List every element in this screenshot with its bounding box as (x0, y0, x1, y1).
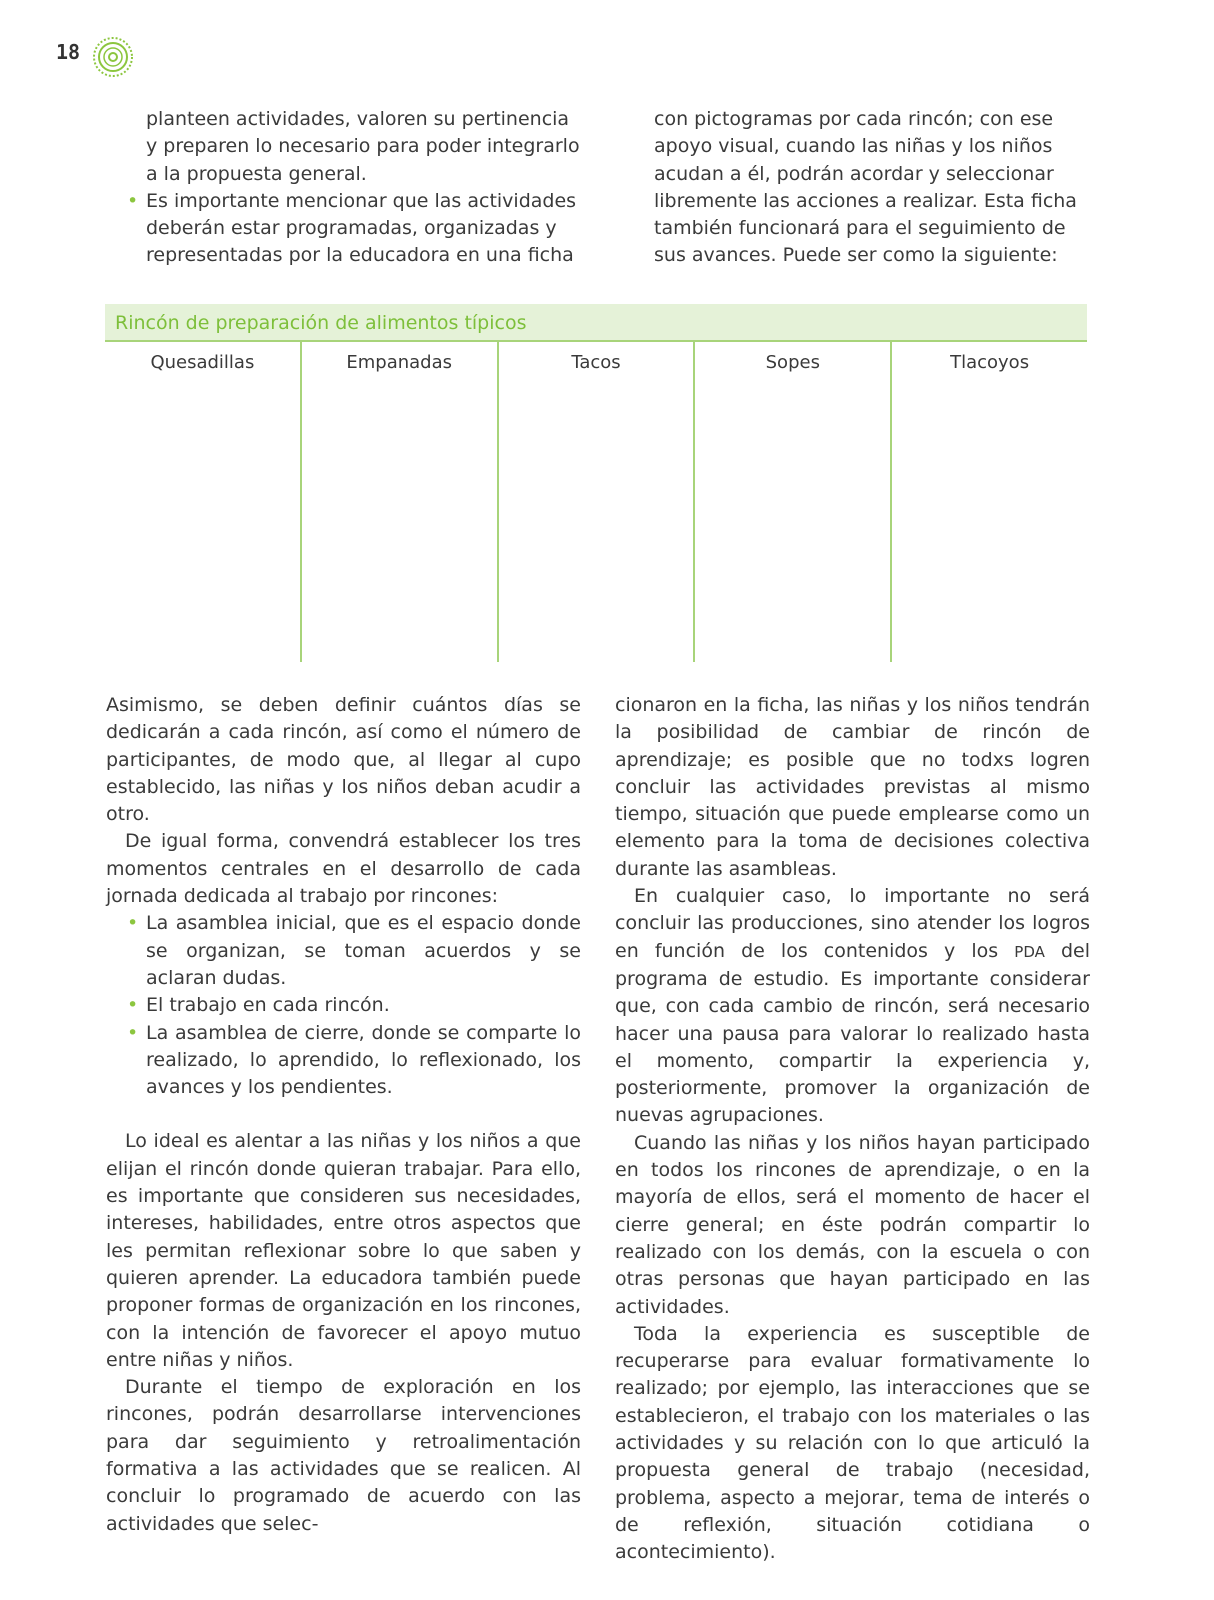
intro-text: con pictogramas por cada rincón; con ese apoyo visual, cuando las niñas y los niños acudan a él, podrán acordar y seleccionar libremente las acciones a realizar. Esta ficha también funcionará para el seguimiento de sus avances. Puede ser como la siguiente: (654, 108, 1077, 267)
paragraph: cionaron en la ficha, las niñas y los niños tendrán la posibilidad de cambiar de rincón de aprendizaje; es posible que no todxs logren concluir las actividades previstas al mismo tiempo, situación que puede emplearse como un elemento para la toma de decisiones colectiva durante las asambleas. (615, 694, 1090, 880)
top-left-bullet-list (127, 188, 586, 270)
table-column-header: Empanadas (300, 342, 497, 662)
bottom-left-column (106, 692, 581, 1538)
bullet-icon: • (127, 994, 139, 1017)
bullet-icon: • (127, 189, 139, 212)
ficha-table (105, 304, 1087, 662)
paragraph: Toda la experiencia es susceptible de recuperarse para evaluar formativamente lo realizado; por ejemplo, las interacciones que se establecieron, el trabajo con los materiales o las actividades y su relación con lo que articuló la propuesta general de trabajo (necesidad, problema, aspecto a mejorar, tema de interés o de reflexión, situación cotidiana o acontecimiento). (615, 1322, 1090, 1564)
table-column-header: Tacos (497, 342, 694, 662)
table-title: Rincón de preparación de alimentos típicos (105, 304, 1087, 342)
list-item-text: Es importante mencionar que las actividades deberán estar programadas, organizadas y representadas por la educadora en una ficha (146, 189, 577, 267)
bullet-icon: • (127, 912, 139, 935)
list-item (127, 188, 586, 270)
paragraph-text: del programa de estudio. Es importante considerar que, con cada cambio de rincón, será necesario hacer una pausa para valorar lo realizado hasta el momento, compartir la experiencia y, posteriormente, promover la organización de nuevas agrupaciones. (615, 939, 1090, 1127)
table-column-header: Quesadillas (150, 352, 255, 373)
list-item (127, 910, 581, 992)
paragraph: Cuando las niñas y los niños hayan participado en todos los rincones de aprendizaje, o en la mayoría de ellos, será el momento de hacer el cierre general; en éste podrán compartir lo realizado con los demás, con la escuela o con otras personas que hayan participado en las actividades. (615, 1131, 1090, 1318)
page-number: 18 (56, 40, 81, 64)
bottom-right-column (615, 692, 1090, 1567)
paragraph: Durante el tiempo de exploración en los rincones, podrán desarrollarse intervenciones para dar seguimiento y retroalimentación formativa a las actividades que se realicen. Al concluir lo programado de acuerdo con las actividades que selec- (106, 1376, 581, 1535)
paragraph (615, 883, 1090, 1130)
list-item (127, 992, 581, 1019)
green-sun-emblem-icon (92, 36, 134, 78)
pda-acronym: PDA (1014, 942, 1045, 961)
list-item (127, 1020, 581, 1102)
table-column-header: Tlacoyos (890, 342, 1087, 662)
paragraph: Asimismo, se deben definir cuántos días se dedicarán a cada rincón, así como el número de participantes, de modo que, al llegar al cupo establecido, las niñas y los niños deban acudir a otro. (106, 694, 581, 826)
moments-bullet-list (127, 910, 581, 1101)
top-left-column (127, 106, 586, 270)
paragraph: Lo ideal es alentar a las niñas y los niños a que elijan el rincón donde quieran trabajar. Para ello, es importante que consideren sus necesidades, intereses, habilidades, entre otros aspectos que les permitan reflexionar sobre lo que saben y quieren aprender. La educadora también puede proponer formas de organización en los rincones, con la intención de favorecer el apoyo mutuo entre niñas y niños. (106, 1130, 581, 1371)
list-item-text: La asamblea de cierre, donde se comparte lo realizado, lo aprendido, lo reflexionado, los avances y los pendientes. (146, 1021, 581, 1099)
bullet-icon: • (127, 1021, 139, 1044)
paragraph: De igual forma, convendrá establecer los tres momentos centrales en el desarrollo de cada jornada dedicada al trabajo por rincones: (106, 830, 581, 908)
continuation-text: planteen actividades, valoren su pertinencia y preparen lo necesario para poder integrarlo a la propuesta general. (146, 108, 580, 185)
table-column-header: Sopes (693, 342, 890, 662)
paragraph-text: En cualquier caso, lo importante no será concluir las producciones, sino atender los logros en función de los contenidos y los (615, 885, 1090, 962)
top-right-column (654, 106, 1094, 270)
list-item-text: El trabajo en cada rincón. (146, 994, 390, 1017)
table-columns (105, 342, 1087, 662)
list-item-text: La asamblea inicial, que es el espacio donde se organizan, se toman acuerdos y se aclaran dudas. (146, 912, 581, 989)
